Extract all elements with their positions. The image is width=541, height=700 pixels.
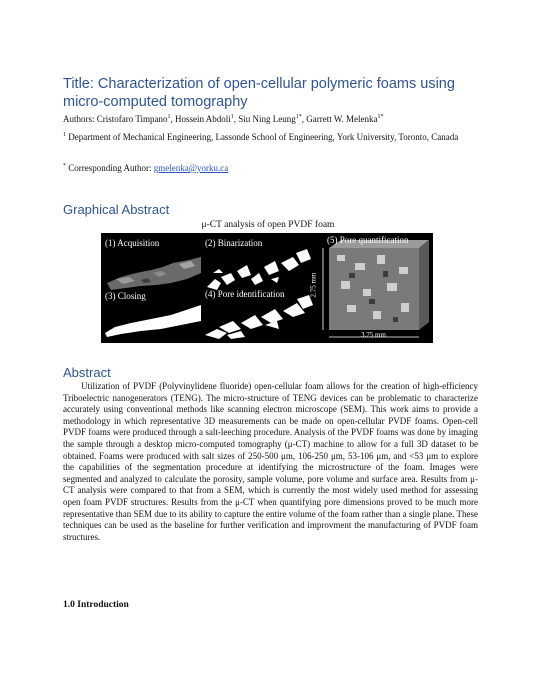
scale-horizontal-label: 3.75 mm <box>361 331 386 339</box>
authors-label: Authors: <box>63 114 97 124</box>
corresponding-sup: * <box>63 163 66 169</box>
affiliation <box>63 131 483 143</box>
panel-label: (5) Pore quantification <box>327 235 409 245</box>
graphical-abstract-figure <box>101 233 433 343</box>
panel-pore-identification-image <box>205 295 313 339</box>
panel-label: (1) Acquisition <box>105 238 160 248</box>
figure-graphics <box>101 233 433 343</box>
author-sup: 1 <box>230 114 234 120</box>
panel-binarization-image <box>207 249 311 290</box>
panel-acquisition-image <box>107 257 201 290</box>
panel-closing-image <box>105 305 201 337</box>
email-link[interactable]: gmelenka@yorku.ca <box>153 163 229 173</box>
graphical-abstract-heading: Graphical Abstract <box>63 202 170 217</box>
panel-pore-quantification-image <box>323 240 429 337</box>
affiliation-text: Department of Mechanical Engineering, Lassonde School of Engineering, York University, Toronto, Canada <box>66 132 459 142</box>
author-sup: 1* <box>295 114 302 120</box>
corresponding-author <box>63 162 483 174</box>
author-name: Hossein Abdoli <box>175 114 231 124</box>
author-sup: 1 <box>167 114 171 120</box>
author-name: Cristofaro Timpano <box>96 114 168 124</box>
author-name: Siu Ning Leung <box>238 114 296 124</box>
author-sup: 1* <box>377 114 384 120</box>
figure-title: μ-CT analysis of open PVDF foam <box>201 220 335 230</box>
scale-vertical-label: 2.75 mm <box>309 272 318 298</box>
abstract-heading: Abstract <box>63 365 111 380</box>
panel-label: (4) Pore identification <box>205 289 285 299</box>
abstract-body: Utilization of PVDF (Polyvinylidene fluoride) open-cellular foam allows for the creation of high-efficiency Triboelectric nanogenerators (TENG). The micro-structure of TENG devices can be problematic to characterize accurately using conventional methods like scanning electron microscope (SEM). This work aims to provide a methodology in which representative 3D measurements can be made on open-cellular PVDF foams. Open-cell PVDF foams were produced through a salt-leeching procedure. Analysis of the PVDF foams was done by imaging the sample through a desktop micro-computed tomography (μ-CT) machine to allow for a full 3D dataset to be obtained. Foams were produced with salt sizes of 250-500 μm, 106-250 μm, 53-106 μm, and <53 μm to explore the capabilities of the segmentation procedure at identifying the microstructure of the foam. Images were segmented and analyzed to calculate the porosity, sample volume, pore volume and surface area. Results from μ-CT analysis were compared to that from a SEM, which is currently the most widely used method for assessing open foam PVDF structures. Results from the μ-CT when quantifying pore dimensions proved to be much more representative than SEM due to its ability to capture the entire volume of the foam rather than a single plane. These techniques can be used as the baseline for further verification and improvment the manufacturing of PVDF foam structures. <box>63 381 478 542</box>
panel-label: (3) Closing <box>105 291 146 301</box>
affiliation-sup: 1 <box>63 132 66 138</box>
panel-label: (2) Binarization <box>205 238 263 248</box>
section-heading-introduction: 1.0 Introduction <box>63 600 129 610</box>
paper-title: Title: Characterization of open-cellular polymeric foams using micro-computed tomography <box>63 76 455 110</box>
corresponding-label: Corresponding Author: <box>68 163 154 173</box>
authors-line: Authors: Cristofaro Timpano$^1$, Hossein Abdoli$^1$, Siu Ning Leung$^{1*}$, Garrett W. Melenka$^{1*}$ <box>63 114 384 124</box>
author-name: Garrett W. Melenka <box>306 114 378 124</box>
